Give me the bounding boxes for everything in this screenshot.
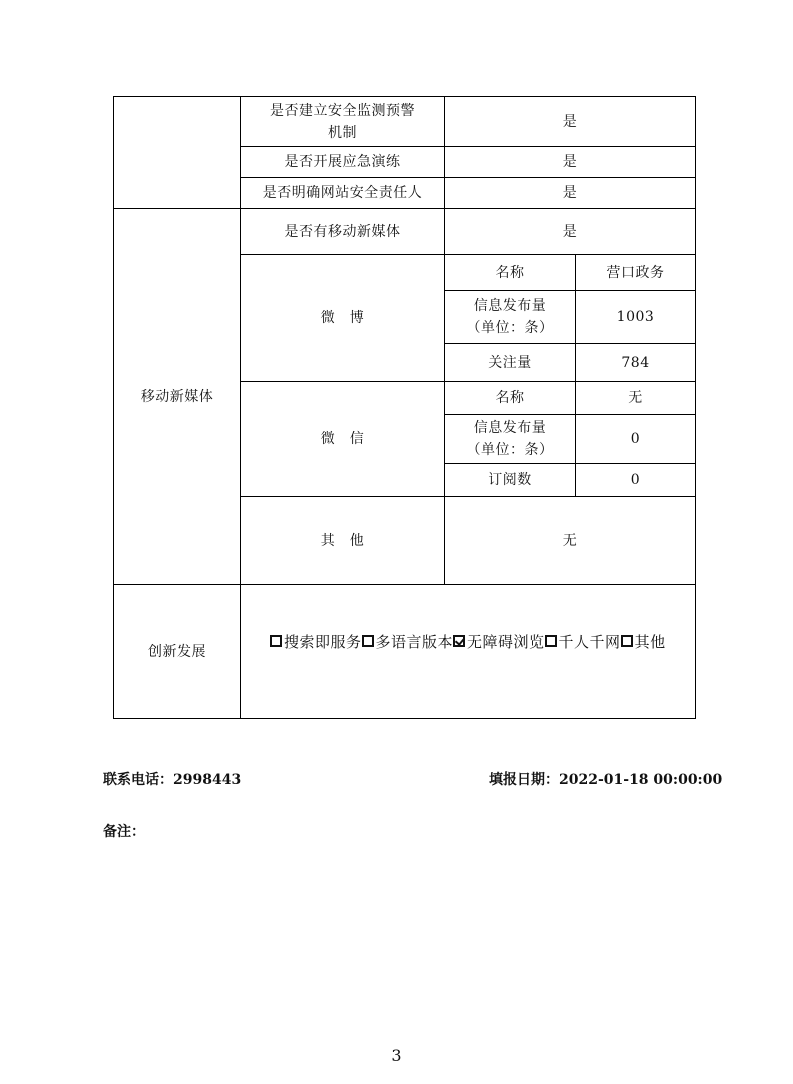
contact-phone <box>103 769 241 789</box>
has-mobile-media-label: 是否有移动新媒体 <box>284 223 401 240</box>
innovation-option-label: 搜索即服务 <box>284 632 362 651</box>
page-number: 3 <box>391 1046 402 1065</box>
mobile-media-category: 移动新媒体 <box>140 388 214 405</box>
fill-date-label: 填报日期： <box>489 772 559 788</box>
wechat-posts-value: 0 <box>630 431 641 447</box>
wechat-name-value: 无 <box>628 390 643 406</box>
monitor-warning-label: 是否建立安全监测预警 机制 <box>270 102 415 141</box>
checkbox-unchecked-icon[interactable] <box>270 635 282 647</box>
has-mobile-media-value: 是 <box>562 223 578 240</box>
checkbox-unchecked-icon[interactable] <box>545 635 557 647</box>
emergency-drill-value: 是 <box>562 154 578 170</box>
contact-phone-value: 2998443 <box>173 772 242 788</box>
innovation-option-search[interactable] <box>270 631 362 652</box>
wechat-posts-label: 信息发布量 （单位：条） <box>466 420 554 458</box>
weibo-name-label: 名称 <box>495 264 525 281</box>
remark <box>103 821 145 841</box>
monitor-warning-value: 是 <box>562 113 578 130</box>
checkbox-checked-icon[interactable] <box>453 635 465 647</box>
innovation-option-personalized[interactable] <box>545 631 621 652</box>
other-media-label: 其 他 <box>320 532 365 549</box>
innovation-option-label: 多语言版本 <box>375 632 454 651</box>
wechat-subscribers-value: 0 <box>630 472 641 488</box>
innovation-option-accessible[interactable] <box>453 631 545 652</box>
emergency-drill-label: 是否开展应急演练 <box>284 154 401 170</box>
innovation-option-label: 其他 <box>634 632 666 651</box>
fill-date-value: 2022-01-18 00:00:00 <box>559 772 723 788</box>
checkbox-unchecked-icon[interactable] <box>621 635 633 647</box>
weibo-name-value: 营口政务 <box>606 264 665 281</box>
wechat-subscribers-label: 订阅数 <box>488 472 532 488</box>
table-border-bottom <box>113 718 696 719</box>
security-person-value: 是 <box>562 185 578 201</box>
weibo-followers-value: 784 <box>621 354 650 371</box>
wechat-label: 微 信 <box>320 431 365 447</box>
remark-label: 备注： <box>103 824 145 840</box>
innovation-option-other[interactable] <box>621 631 666 652</box>
fill-date <box>489 769 722 789</box>
weibo-posts-value: 1003 <box>616 309 655 325</box>
innovation-option-label: 千人千网 <box>558 632 621 651</box>
table-border-right <box>695 96 696 719</box>
innovation-options <box>270 628 666 654</box>
innovation-category: 创新发展 <box>148 643 206 660</box>
other-media-value: 无 <box>562 532 578 549</box>
checkbox-unchecked-icon[interactable] <box>362 635 374 647</box>
innovation-option-multilang[interactable] <box>362 631 454 652</box>
weibo-followers-label: 关注量 <box>488 354 532 371</box>
weibo-label: 微 博 <box>320 310 365 326</box>
wechat-name-label: 名称 <box>495 390 525 406</box>
weibo-posts-label: 信息发布量 （单位：条） <box>466 298 554 336</box>
security-person-label: 是否明确网站安全责任人 <box>262 185 423 201</box>
contact-phone-label: 联系电话： <box>103 772 173 788</box>
innovation-option-label: 无障碍浏览 <box>467 632 545 651</box>
